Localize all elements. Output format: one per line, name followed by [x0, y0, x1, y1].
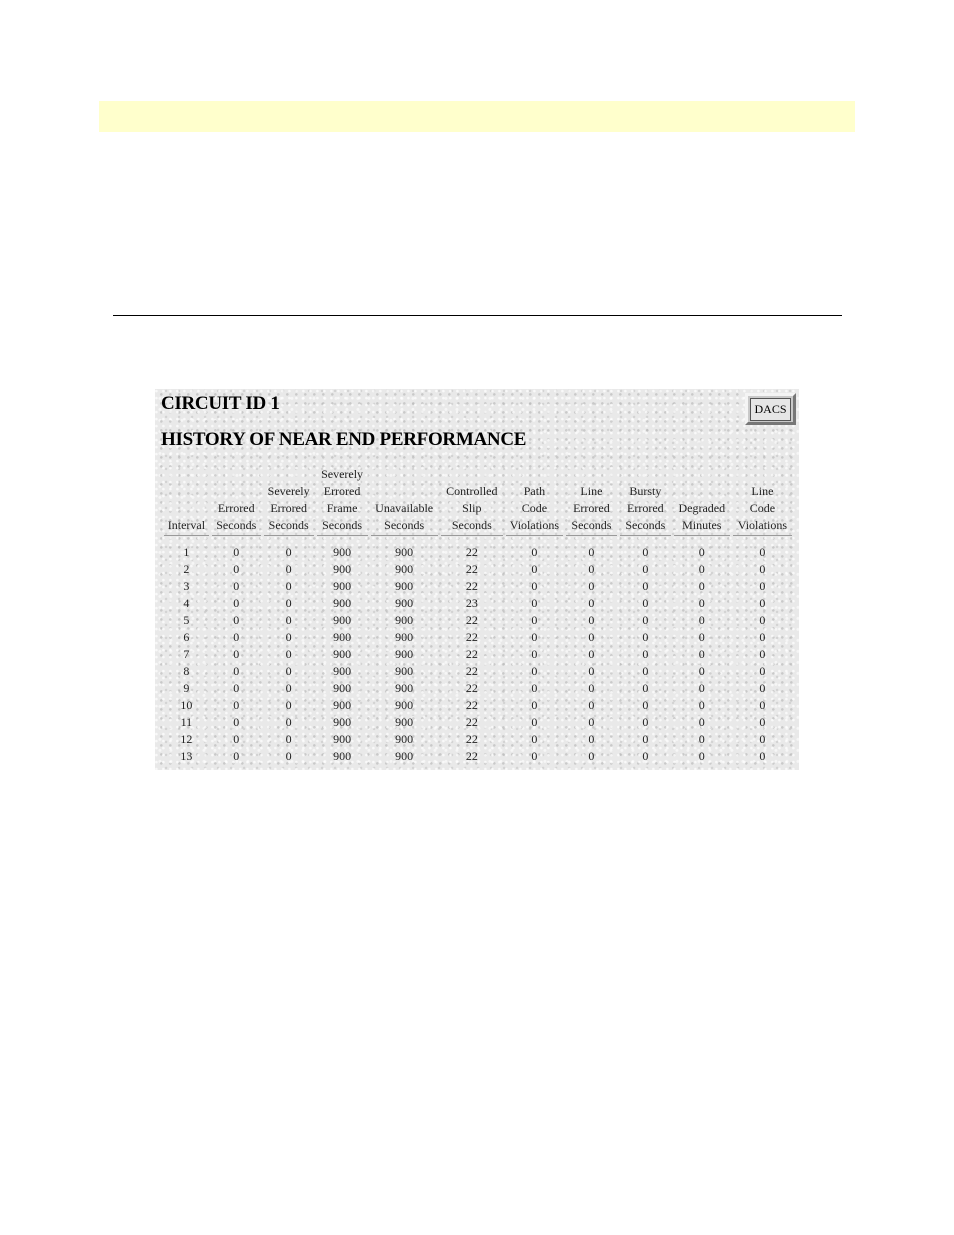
table-header-row [164, 466, 792, 536]
table-cell: 22 [465, 732, 478, 746]
table-cell: 0 [642, 630, 649, 644]
table-cell: 0 [698, 715, 705, 729]
yellow-header-bar [99, 101, 855, 132]
circuit-performance-screen [155, 389, 799, 770]
table-cell: 0 [531, 647, 538, 661]
table-cell: 900 [395, 715, 414, 729]
table-cell: 0 [698, 732, 705, 746]
table-cell: 8 [183, 664, 190, 678]
table-cell: 900 [333, 681, 352, 695]
table-cell: 22 [465, 545, 478, 559]
table-cell: 0 [233, 545, 240, 559]
table-cell: 0 [588, 732, 595, 746]
table-cell: 23 [465, 596, 478, 610]
column-header-line: Degraded [678, 501, 726, 515]
table-cell: 0 [531, 715, 538, 729]
table-cell: 0 [588, 715, 595, 729]
table-cell: 0 [233, 613, 240, 627]
table-cell: 0 [759, 647, 766, 661]
table-cell: 0 [588, 579, 595, 593]
column-header-line: Errored [323, 484, 361, 498]
table-cell: 0 [698, 749, 705, 763]
table-cell: 0 [285, 562, 292, 576]
table-cell: 900 [395, 579, 414, 593]
table-cell: 0 [642, 579, 649, 593]
table-cell: 10 [180, 698, 193, 712]
table-cell: 2 [183, 562, 190, 576]
table-row [164, 536, 792, 561]
table-cell: 11 [180, 715, 193, 729]
table-cell: 0 [642, 749, 649, 763]
column-header [212, 466, 261, 536]
table-cell: 900 [333, 664, 352, 678]
table-cell: 0 [285, 698, 292, 712]
table-cell: 900 [333, 613, 352, 627]
table-cell: 0 [588, 681, 595, 695]
table-cell: 0 [588, 596, 595, 610]
table-cell: 0 [285, 749, 292, 763]
table-cell: 0 [588, 647, 595, 661]
column-header-line: Severely [321, 467, 364, 481]
column-header-line: Severely [267, 484, 310, 498]
table-cell: 22 [465, 647, 478, 661]
table-cell: 900 [395, 732, 414, 746]
table-cell: 0 [588, 630, 595, 644]
table-cell: 0 [698, 545, 705, 559]
column-header [441, 466, 503, 536]
table-cell: 0 [285, 647, 292, 661]
table-row [164, 578, 792, 595]
table-cell: 0 [531, 579, 538, 593]
table-cell: 0 [285, 681, 292, 695]
table-cell: 22 [465, 681, 478, 695]
horizontal-rule [113, 315, 842, 316]
column-header-line: Bursty [629, 484, 662, 498]
table-cell: 0 [642, 545, 649, 559]
column-header [164, 466, 209, 536]
table-cell: 22 [465, 630, 478, 644]
table-cell: 900 [395, 749, 414, 763]
table-cell: 900 [395, 630, 414, 644]
table-cell: 900 [333, 596, 352, 610]
table-cell: 0 [233, 715, 240, 729]
table-cell: 1 [183, 545, 190, 559]
column-header-line: Seconds [268, 518, 309, 532]
table-cell: 22 [465, 664, 478, 678]
table-cell: 0 [642, 732, 649, 746]
column-header-line: Errored [573, 501, 610, 515]
column-header-line: Seconds [625, 518, 666, 532]
table-cell: 22 [465, 562, 478, 576]
table-cell: 0 [588, 698, 595, 712]
table-cell: 0 [698, 647, 705, 661]
table-body [164, 536, 792, 765]
table-cell: 900 [333, 545, 352, 559]
table-cell: 900 [395, 613, 414, 627]
table-row [164, 629, 792, 646]
table-row [164, 714, 792, 731]
table-cell: 900 [395, 545, 414, 559]
column-header [264, 466, 314, 536]
table-cell: 0 [233, 749, 240, 763]
table-cell: 0 [698, 596, 705, 610]
table-cell: 0 [531, 681, 538, 695]
column-header [566, 466, 617, 536]
table-cell: 3 [183, 579, 190, 593]
column-header-line: Interval [167, 518, 206, 532]
table-cell: 0 [233, 579, 240, 593]
table-cell: 900 [395, 647, 414, 661]
table-cell: 0 [531, 596, 538, 610]
column-header-line: Seconds [216, 518, 257, 532]
column-header-line: Code [521, 501, 548, 515]
table-row [164, 595, 792, 612]
column-header [674, 466, 730, 536]
column-header [317, 466, 368, 536]
table-cell: 0 [698, 664, 705, 678]
table-cell: 0 [642, 698, 649, 712]
table-cell: 900 [333, 579, 352, 593]
table-cell: 7 [183, 647, 190, 661]
table-cell: 0 [285, 613, 292, 627]
column-header-line: Errored [270, 501, 307, 515]
table-cell: 0 [642, 715, 649, 729]
table-row [164, 748, 792, 765]
column-header [620, 466, 671, 536]
table-cell: 900 [333, 630, 352, 644]
table-row [164, 663, 792, 680]
table-cell: 900 [333, 749, 352, 763]
table-cell: 0 [759, 698, 766, 712]
table-cell: 0 [642, 596, 649, 610]
table-cell: 0 [759, 630, 766, 644]
table-cell: 5 [183, 613, 190, 627]
table-cell: 0 [588, 749, 595, 763]
table-cell: 0 [531, 545, 538, 559]
column-header-line: Unavailable [375, 501, 434, 515]
table-cell: 0 [642, 562, 649, 576]
column-header-line: Minutes [682, 518, 722, 532]
table-cell: 0 [531, 749, 538, 763]
table-cell: 22 [465, 613, 478, 627]
column-header [506, 466, 563, 536]
column-header-line: Violations [737, 518, 788, 532]
table-row [164, 646, 792, 663]
column-header [733, 466, 792, 536]
table-cell: 9 [183, 681, 190, 695]
column-header-line: Frame [326, 501, 358, 515]
table-row [164, 561, 792, 578]
dacs-button-label: DACS [750, 398, 791, 421]
table-cell: 900 [395, 664, 414, 678]
table-cell: 22 [465, 698, 478, 712]
table-cell: 0 [759, 545, 766, 559]
table-cell: 0 [759, 749, 766, 763]
column-header-line: Seconds [322, 518, 363, 532]
table-cell: 0 [531, 613, 538, 627]
table-cell: 0 [531, 664, 538, 678]
table-cell: 900 [395, 698, 414, 712]
table-cell: 0 [698, 579, 705, 593]
table-cell: 0 [233, 647, 240, 661]
column-header-line: Line [751, 484, 774, 498]
table-cell: 0 [642, 647, 649, 661]
table-cell: 900 [333, 715, 352, 729]
column-header-line: Errored [217, 501, 255, 515]
column-header-line: Seconds [384, 518, 425, 532]
table-cell: 0 [759, 579, 766, 593]
column-header-line: Line [580, 484, 603, 498]
table-cell: 0 [588, 545, 595, 559]
table-cell: 0 [285, 715, 292, 729]
table-cell: 900 [395, 596, 414, 610]
circuit-id-title: CIRCUIT ID 1 [161, 393, 280, 414]
column-header-line: Seconds [451, 518, 492, 532]
table-cell: 0 [588, 613, 595, 627]
near-end-performance-table [161, 466, 795, 765]
table-cell: 0 [531, 698, 538, 712]
table-cell: 0 [531, 732, 538, 746]
table-cell: 13 [180, 749, 193, 763]
table-cell: 0 [233, 698, 240, 712]
table-cell: 0 [285, 664, 292, 678]
table-cell: 0 [698, 698, 705, 712]
table-cell: 0 [588, 664, 595, 678]
table-cell: 0 [233, 596, 240, 610]
table-cell: 0 [759, 664, 766, 678]
column-header-line: Slip [462, 501, 482, 515]
table-row [164, 612, 792, 629]
table-cell: 0 [285, 545, 292, 559]
table-row [164, 680, 792, 697]
table-cell: 0 [285, 630, 292, 644]
table-cell: 0 [759, 715, 766, 729]
table-cell: 0 [698, 613, 705, 627]
table-cell: 0 [285, 579, 292, 593]
table-cell: 6 [183, 630, 190, 644]
table-row [164, 731, 792, 748]
table-cell: 0 [531, 562, 538, 576]
table-cell: 900 [333, 698, 352, 712]
table-cell: 900 [395, 562, 414, 576]
table-cell: 0 [233, 630, 240, 644]
page-title: HISTORY OF NEAR END PERFORMANCE [161, 429, 527, 450]
table-cell: 0 [642, 664, 649, 678]
table-cell: 4 [183, 596, 190, 610]
table-cell: 0 [233, 664, 240, 678]
dacs-button[interactable] [745, 393, 796, 425]
table-cell: 0 [642, 681, 649, 695]
table-row [164, 697, 792, 714]
table-cell: 900 [333, 562, 352, 576]
column-header [371, 466, 438, 536]
table-cell: 0 [759, 613, 766, 627]
table-cell: 0 [233, 562, 240, 576]
table-cell: 12 [180, 732, 193, 746]
table-cell: 0 [285, 596, 292, 610]
table-cell: 0 [233, 681, 240, 695]
table-cell: 0 [759, 681, 766, 695]
table-cell: 0 [233, 732, 240, 746]
column-header-line: Controlled [446, 484, 498, 498]
table-cell: 900 [333, 647, 352, 661]
table-cell: 0 [642, 613, 649, 627]
column-header-line: Errored [627, 501, 664, 515]
table-cell: 0 [698, 630, 705, 644]
table-cell: 0 [759, 562, 766, 576]
table-cell: 22 [465, 749, 478, 763]
table-cell: 900 [395, 681, 414, 695]
column-header-line: Path [523, 484, 546, 498]
table-cell: 0 [588, 562, 595, 576]
table-cell: 0 [759, 732, 766, 746]
column-header-line: Violations [509, 518, 560, 532]
table-cell: 22 [465, 715, 478, 729]
table-cell: 0 [698, 562, 705, 576]
table-cell: 22 [465, 579, 478, 593]
table-cell: 0 [531, 630, 538, 644]
table-cell: 900 [333, 732, 352, 746]
table-cell: 0 [698, 681, 705, 695]
table-cell: 0 [759, 596, 766, 610]
column-header-line: Seconds [571, 518, 612, 532]
column-header-line: Code [749, 501, 776, 515]
table-cell: 0 [285, 732, 292, 746]
